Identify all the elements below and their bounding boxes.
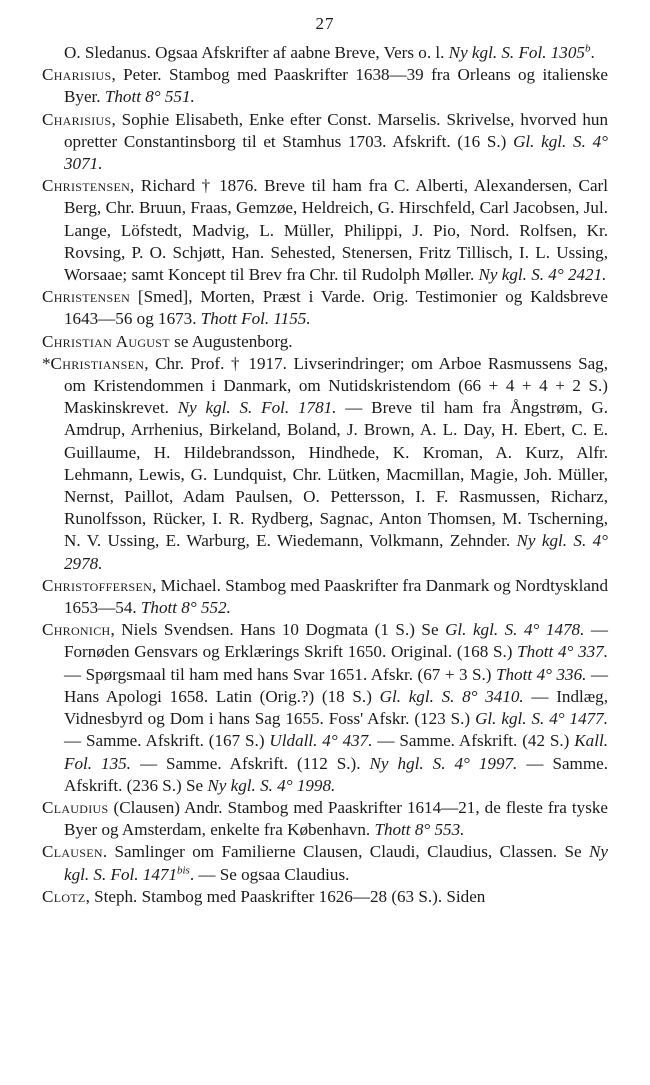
entry-name: Charisius xyxy=(42,65,112,85)
entry-name: Clausen xyxy=(42,842,103,862)
entry-text: , Peter. Stambog med Paaskrifter 1638—39 fra Orleans og italienske Byer. xyxy=(64,65,608,107)
register-entry xyxy=(42,619,608,797)
shelfmark: Thott 8° 552. xyxy=(140,598,231,618)
shelfmark: Ny kgl. S. 4° 2421. xyxy=(478,265,607,285)
shelfmark: Thott 4° 336. xyxy=(496,664,587,684)
shelfmark: Thott Fol. 1155. xyxy=(200,309,311,329)
entry-text: — Samme. Afskrift. (236 S.) Se xyxy=(64,753,608,795)
entry-text: — Spørgsmaal til ham med hans Svar 1651. Afskr. (67 + 3 S.) xyxy=(64,664,496,684)
shelfmark: Ny kgl. S. Fol. 1305 xyxy=(448,43,585,62)
shelfmark: Thott 8° 551. xyxy=(104,87,195,107)
entry-text: . Samlinger om Familierne Clausen, Claudi, Claudius, Classen. Se xyxy=(102,842,589,862)
register-entry xyxy=(42,841,608,885)
shelfmark: Ny kgl. S. 4° 1998. xyxy=(207,775,336,795)
register-entry xyxy=(42,331,608,353)
shelfmark: Kall. Fol. 135. xyxy=(64,731,609,773)
entry-name: Christian August xyxy=(42,331,170,351)
entry-text: — Samme. Afskrift. (42 S.) xyxy=(372,731,575,751)
entry-text: se Augustenborg. xyxy=(169,331,293,351)
shelfmark: Gl. kgl. S. 4° 1477. xyxy=(475,709,608,729)
entry-name: Clotz xyxy=(42,886,86,906)
register-entry xyxy=(42,575,608,619)
entry-name: Christiansen xyxy=(50,353,145,373)
entry-text: O. Sledanus. Ogsaa Afskrifter af aabne Breve, Vers o. l. xyxy=(64,43,449,62)
entry-text: , Steph. Stambog med Paaskrifter 1626—28 (63 S.). Siden xyxy=(85,886,486,906)
entry-text: — Samme. Afskrift. (112 S.). xyxy=(130,753,370,773)
entry-text: — Indlæg, Vidnesbyrd og Dom i hans Sag 1655. Foss' Afskr. (123 S.) xyxy=(64,686,608,729)
entry-text: — Samme. Afskrift. (167 S.) xyxy=(64,731,270,751)
entry-name: Charisius xyxy=(42,109,112,129)
entry-name: Chronich xyxy=(42,620,111,640)
entry-name: Christoffersen xyxy=(42,575,153,595)
shelfmark: Thott 4° 337. xyxy=(517,642,608,662)
register-entry xyxy=(42,353,608,575)
entry-name: Claudius xyxy=(42,797,109,817)
shelfmark: Gl. kgl. S. 8° 3410. xyxy=(379,686,524,706)
register-entry xyxy=(42,886,608,908)
shelfmark: Uldall. 4° 437. xyxy=(269,731,373,751)
entry-text: , Niels Svendsen. Hans 10 Dogmata (1 S.) Se xyxy=(110,620,446,640)
entry-text: , Richard † 1876. Breve til ham fra C. Alberti, Alexandersen, Carl Berg, Chr. Bruun, Fraas, Gemzøe, Heldreich, G. Hirschfeld, Carl Jacobsen, Jul. Lange, Löfstedt, Madvig, L. Müller, Philippi, J. Pio, Nord. Rolfsen, Kr. Rovsing, P. O. Schjøtt, Han. Sehested, Stenersen, Fritz Tillisch, I. L. Ussing, Worsaae; samt Koncept til Brev fra Chr. til Rudolph Møller. xyxy=(64,176,608,285)
entry-text: (Clausen) Andr. Stambog med Paaskrifter 1614—21, de fleste fra tyske Byer og Amsterdam, enkelte fra København. xyxy=(64,797,608,840)
superscript: bis xyxy=(177,863,190,876)
entry-text: , Sophie Elisabeth, Enke efter Const. Marselis. Skrivelse, hvorved hun opretter Constantinsborg til et Stamhus 1703. Afskrift. (16 S.) xyxy=(64,109,608,151)
shelfmark: Gl. kgl. S. 4° 1478. xyxy=(445,620,585,640)
register-entry xyxy=(42,175,608,286)
entry-text: , Michael. Stambog med Paaskrifter fra Danmark og Nordtyskland 1653—54. xyxy=(64,575,608,618)
register-entry xyxy=(42,797,608,841)
register-entries xyxy=(42,42,608,908)
register-entry xyxy=(42,42,608,64)
entry-name: Christensen xyxy=(42,176,131,196)
register-entry xyxy=(42,109,608,176)
entry-name: Christensen xyxy=(42,287,131,307)
shelfmark: Gl. kgl. S. 4° 3071. xyxy=(64,131,608,174)
entry-text: . xyxy=(590,43,595,62)
entry-text: . — Se ogsaa Claudius. xyxy=(189,864,350,884)
entry-text: — Breve til ham fra Ångstrøm, G. Amdrup, Arrhenius, Birkeland, Boland, J. Brown, A. L. Day, H. Ebert, C. E. Guillaume, H. Hildebrandsson, Hindhede, K. Kroman, A. Kurz, Alfr. Lehmann, Lewis, G. Lundquist, Chr. Lütken, Macmillan, Magie, Joh. Müller, Nernst, Paillot, Adam Paulsen, O. Pettersson, I. F. Rasmussen, Richarz, Runolfsson, Rücker, I. R. Rydberg, Sagnac, Anton Thomsen, M. Tscherning, N. V. Ussing, E. Warburg, E. Wiedemann, Volkmann, Zehnder. xyxy=(64,398,608,551)
entry-text: * xyxy=(42,353,51,373)
entry-text: [Smed], Morten, Præst i Varde. Orig. Testimonier og Kaldsbreve 1643—56 og 1673. xyxy=(64,287,608,329)
entry-text: — Fornøden Gensvars og Erklærings Skrift 1650. Original. (168 S.) xyxy=(64,620,608,662)
register-entry xyxy=(42,64,608,108)
shelfmark: Ny kgl. S. Fol. 1781. xyxy=(177,398,337,418)
shelfmark: Thott 8° 553. xyxy=(374,820,465,840)
shelfmark: Ny hgl. S. 4° 1997. xyxy=(369,753,518,773)
entry-text: — Hans Apologi 1658. Latin (Orig.?) (18 S.) xyxy=(64,664,608,706)
shelfmark: Ny kgl. S. 4° 2978. xyxy=(64,531,608,573)
register-entry xyxy=(42,286,608,330)
page-number: 27 xyxy=(315,14,335,33)
entry-text: , Chr. Prof. † 1917. Livserindringer; om Arboe Rasmussens Sag, om Kristendommen i Danmark, om Nutidskristendom (66 + 4 + 4 + 2 S.) Maskinskrevet. xyxy=(64,353,608,418)
superscript: b xyxy=(584,42,591,55)
shelfmark: Ny kgl. S. Fol. 1471 xyxy=(64,842,608,884)
